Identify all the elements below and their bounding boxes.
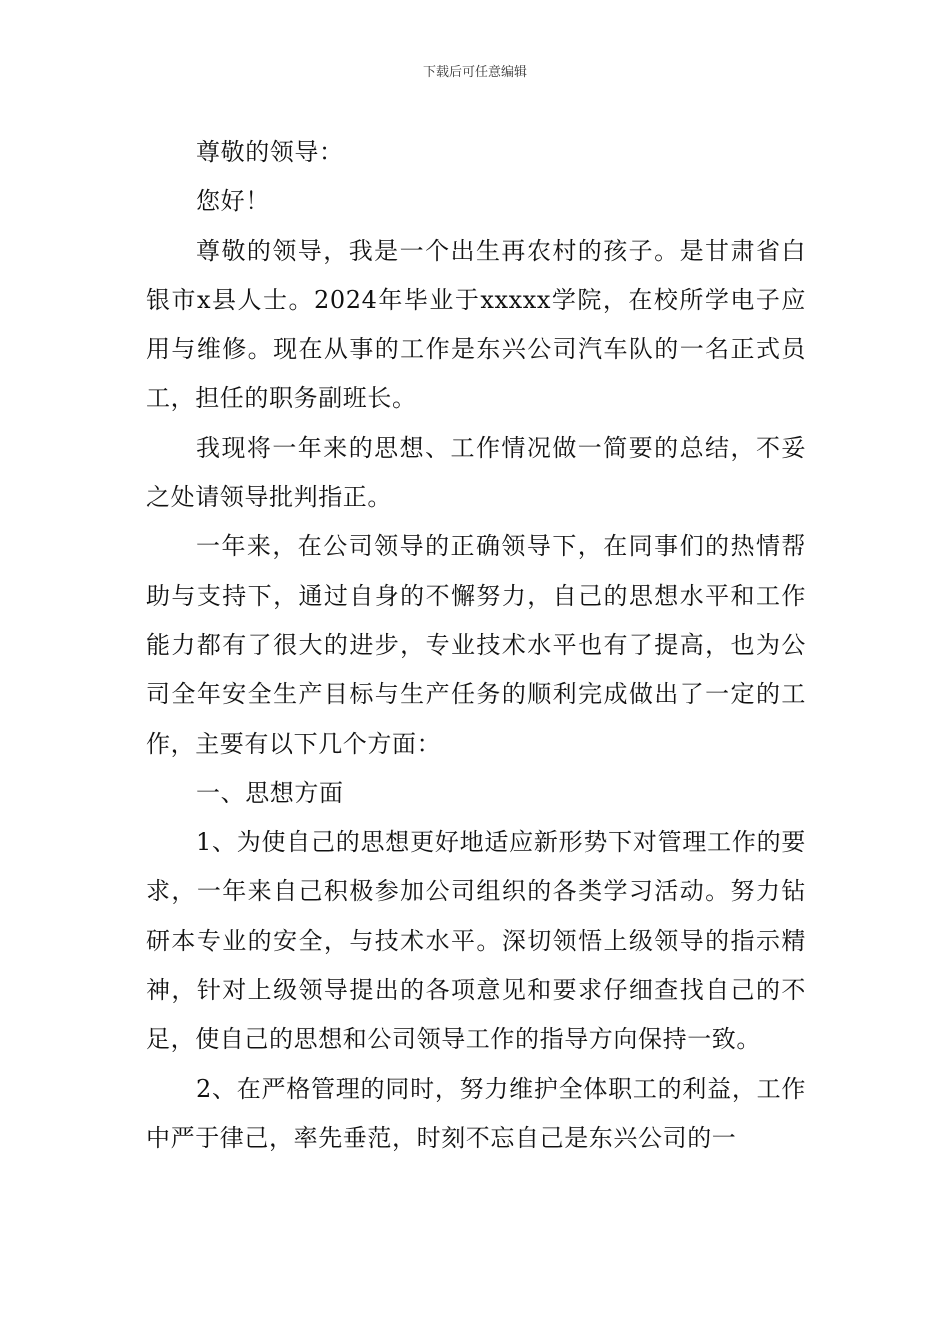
paragraph-summary-note: 我现将一年来的思想、工作情况做一简要的总结，不妥之处请领导批判指正。 [146, 433, 806, 512]
paragraph-item-2: 2、在严格管理的同时，努力维护全体职工的利益，工作中严于律己，率先垂范，时刻不忘自己是东兴公司的一 [146, 1074, 806, 1152]
paragraph-overview: 一年来，在公司领导的正确领导下，在同事们的热情帮助与支持下，通过自身的不懈努力，自己的思想水平和工作能力都有了很大的进步，专业技术水平也有了提高，也为公司全年安全生产目标与生产任务的顺利完成做出了一定的工作，主要有以下几个方面： [146, 532, 806, 758]
page-header: 下载后可任意编辑 [422, 65, 527, 80]
letter-body [146, 128, 806, 1163]
section-heading-thought: 一、思想方面 [196, 778, 344, 807]
greeting: 您好！ [196, 187, 270, 216]
paragraph-item-1: 1、为使自己的思想更好地适应新形势下对管理工作的要求，一年来自己积极参加公司组织的各类学习活动。努力钻研本专业的安全，与技术水平。深切领悟上级领导的指示精神，针对上级领导提出的各项意见和要求仔细查找自己的不足，使自己的思想和公司领导工作的指导方向保持一致。 [146, 828, 806, 1054]
salutation: 尊敬的领导： [196, 138, 344, 166]
paragraph-intro: 尊敬的领导，我是一个出生再农村的孩子。是甘肃省白银市x县人士。2024年毕业于xxxxx学院，在校所学电子应用与维修。现在从事的工作是东兴公司汽车队的一名正式员工，担任的职务副班长。 [146, 236, 806, 413]
